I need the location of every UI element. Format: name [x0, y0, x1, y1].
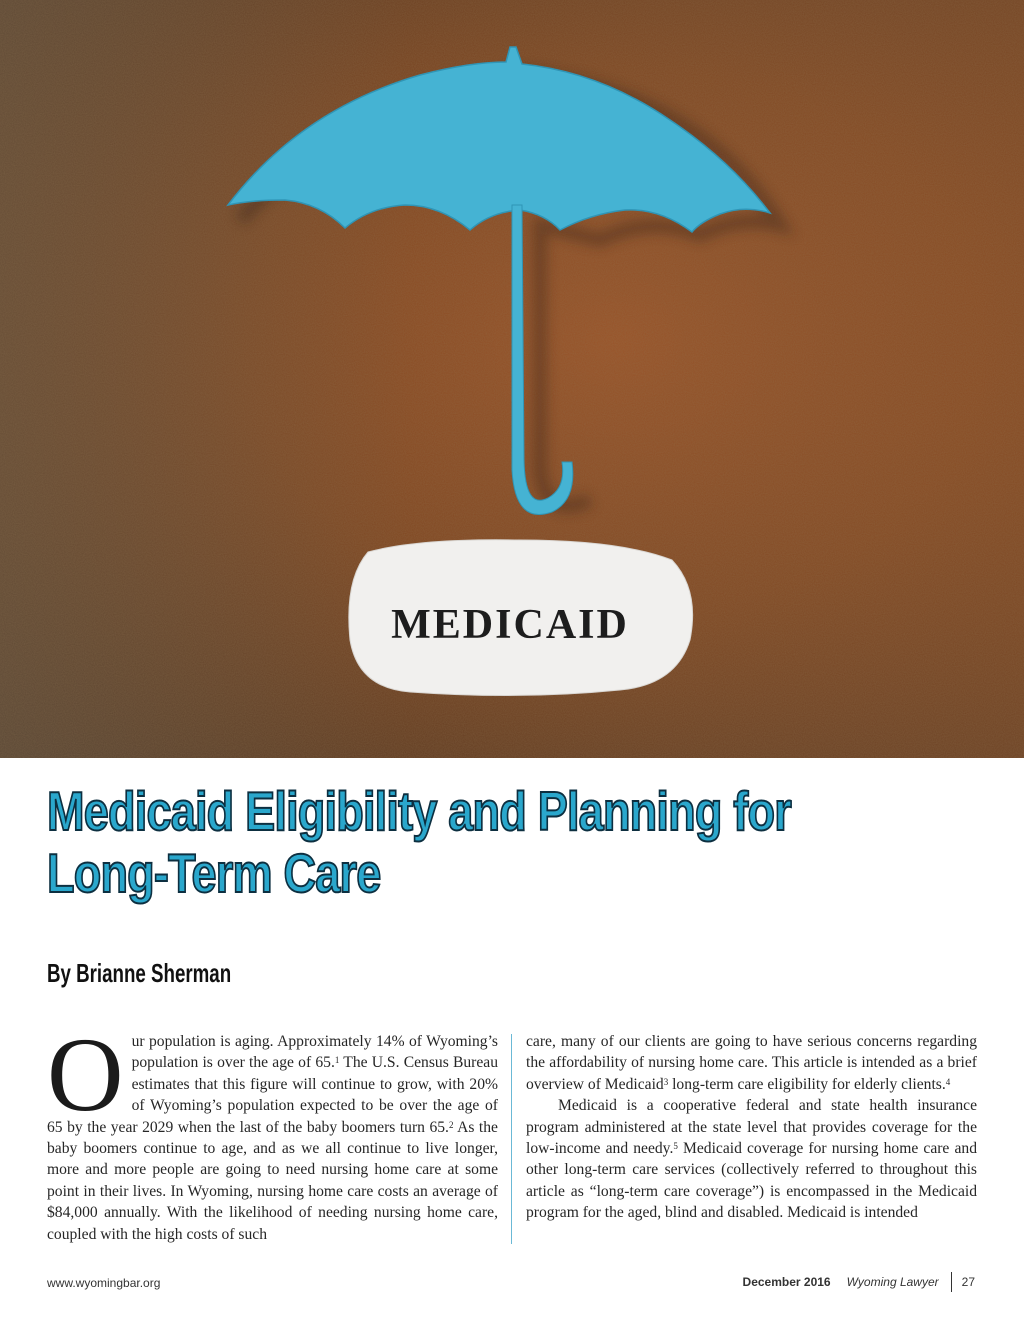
article-column-left	[47, 1016, 499, 1245]
text-run: The U.S. Census Bureau estimates that this figure will continue to grow, with 20% of Wyoming’s population expected to be over the age of 65 by the year 2029 when the last of the baby boomers turn 65.	[47, 1054, 499, 1136]
footnote-marker: 1	[334, 1055, 340, 1066]
footnote-marker: 4	[945, 1076, 951, 1087]
paragraph	[526, 1095, 977, 1223]
text-run: ur population is aging. Approximately 14% of Wyoming’s population is over the age of 65.	[131, 1033, 498, 1072]
page-number: 27	[961, 1275, 975, 1289]
paragraph	[526, 1031, 977, 1095]
footer-info	[743, 1272, 975, 1292]
drop-cap: O	[47, 1016, 124, 1133]
article-column-right	[526, 1031, 977, 1224]
footnote-marker: 2	[448, 1119, 454, 1130]
text-run: Medicaid coverage for nursing home care and other long-term care services (collectively referred to throughout this article as “long-term care coverage”) is encompassed in the Medicaid program for the aged, blind and disabled. Medicaid is intended	[526, 1140, 977, 1222]
footer-separator	[951, 1272, 952, 1292]
footer-website-link[interactable]: www.wyomingbar.org	[47, 1276, 161, 1290]
article-title	[47, 780, 982, 904]
text-run: care, many of our clients are going to have serious concerns regarding the affordability of nursing home care. This article is intended as a brief overview of Medicaid	[526, 1033, 977, 1093]
title-line-2: Long-Term Care	[47, 842, 381, 904]
text-run: As the baby boomers continue to age, and as we all continue to live longer, more and more people are going to need nursing home care at some point in their lives. In Wyoming, nursing home care costs an average of $84,000 annually. With the likelihood of needing nursing home care, coupled with the high costs of such	[47, 1118, 498, 1243]
footnote-marker: 3	[663, 1076, 669, 1087]
byline: By Brianne Sherman	[47, 958, 232, 988]
medicaid-label-text: MEDICAID	[391, 602, 629, 648]
text-run: Medicaid is a cooperative federal and state health insurance program administered at the state level that provides coverage for the low-income and needy.	[526, 1097, 977, 1158]
footnote-marker: 5	[673, 1141, 678, 1152]
text-run: long-term care eligibility for elderly clients.	[668, 1075, 946, 1093]
paragraph	[47, 1016, 499, 1245]
title-line-1: Medicaid Eligibility and Planning for	[47, 780, 791, 842]
column-divider	[511, 1034, 512, 1244]
issue-date: December 2016	[742, 1275, 831, 1289]
magazine-name: Wyoming Lawyer	[846, 1275, 939, 1289]
